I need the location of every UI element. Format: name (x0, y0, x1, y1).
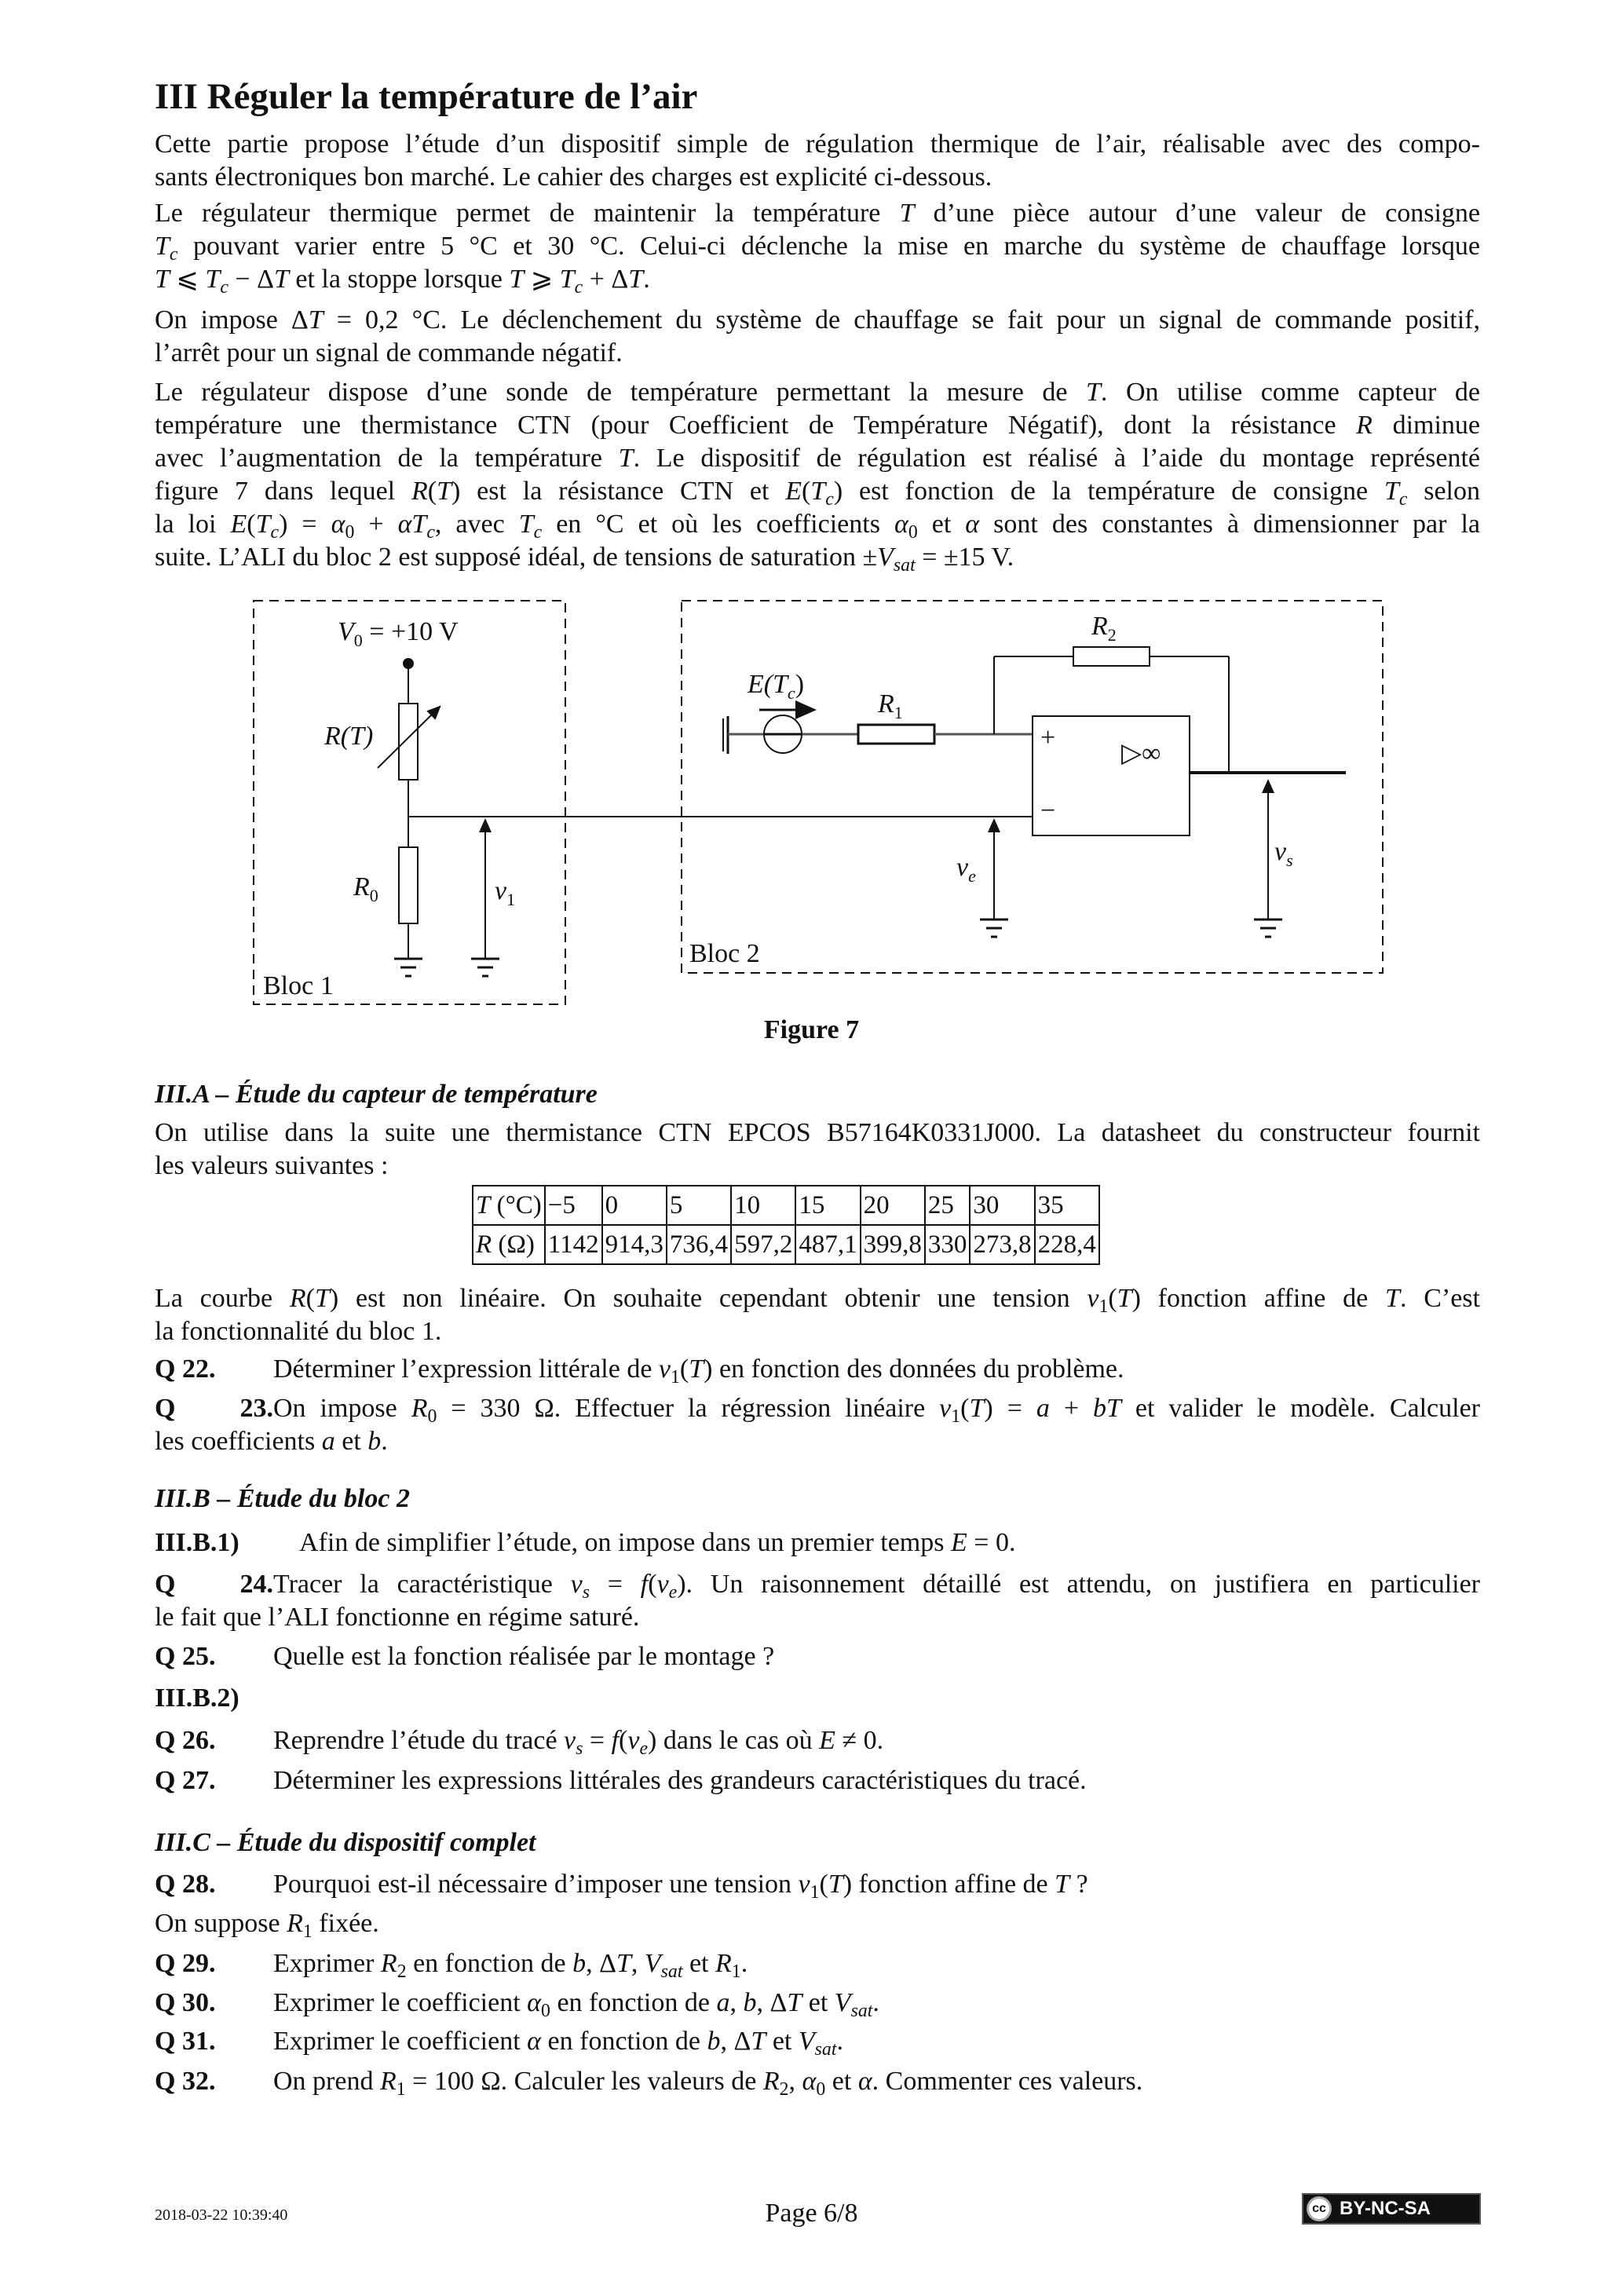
subsection-label: III.B.2) (155, 1684, 239, 1713)
text-line: avec l’augmentation de la température T. Le dispositif de régulation est réalisé à l’aide du montage représenté (155, 444, 1480, 473)
question-label: Q 22. (155, 1355, 216, 1384)
question-text: Exprimer le coefficient α en fonction de b, ΔT et $V_{sat}$. (273, 2027, 843, 2060)
question-29 (155, 1947, 1480, 1983)
question-text: Exprimer le coefficient $\alpha_0$ en fonction de a, b, ΔT et $V_{sat}$. (273, 1988, 879, 2022)
rt-label: R(T) (324, 722, 374, 751)
r2-label: $R_2$ (1091, 612, 1117, 645)
question-24 (155, 1568, 1480, 1634)
thermistor-rt (399, 704, 418, 780)
r0-label: $R_0$ (353, 872, 378, 905)
bloc2-label: Bloc 2 (689, 939, 760, 968)
license-label: BY-NC-SA (1340, 2198, 1431, 2219)
subsection-text: Afin de simplifier l’étude, on impose dans un premier temps E = 0. (299, 1528, 1016, 1557)
question-label: Q 32. (155, 2067, 216, 2096)
question-label: Q 23. (155, 1394, 273, 1423)
question-text: Déterminer les expressions littérales des grandeurs caractéristiques du tracé. (273, 1766, 1087, 1795)
question-text: Pourquoi est-il nécessaire d’imposer une tension $v_1(T)$ fonction affine de T ? (273, 1870, 1088, 1903)
text-line (155, 1392, 1480, 1428)
op-amp-symbol: ▷∞ (1121, 739, 1161, 768)
question-label: Q 30. (155, 1988, 216, 2017)
table-cell: 35 (1035, 1186, 1099, 1225)
question-label: Q 29. (155, 1949, 216, 1978)
question-text: On impose $R_0 = 330$ Ω. Effectuer la régression linéaire $v_1(T) = a$ + bT et valider le modèle. Calculer (273, 1394, 1480, 1428)
plus-input-label: + (1040, 723, 1056, 752)
text-line: figure 7 dans lequel R(T) est la résistance CTN et $E(T_c)$ est fonction de la température de consigne $T_c$ selon (155, 477, 1481, 510)
subsection-b2 (155, 1682, 1480, 1715)
table-cell: 330 (925, 1225, 971, 1264)
r1-label: $R_1$ (878, 689, 903, 722)
ground-icon (1254, 919, 1282, 937)
text-line: l’arrêt pour un signal de commande négatif. (155, 338, 623, 367)
section-heading: III Réguler la température de l’air (155, 76, 698, 117)
table-cell: 5 (667, 1186, 731, 1225)
question-label: Q 31. (155, 2027, 216, 2056)
table-cell: 10 (731, 1186, 795, 1225)
question-27 (155, 1764, 1480, 1797)
figure-caption: Figure 7 (763, 1015, 860, 1044)
question-label: Q 24. (155, 1570, 273, 1599)
table-cell: 914,3 (602, 1225, 667, 1264)
question-text: Déterminer l’expression littérale de $v_1(T)$ en fonction des données du problème. (273, 1355, 1124, 1388)
ve-label: $v_e$ (956, 853, 976, 886)
section-a-paragraph (155, 1117, 1480, 1183)
question-text: Exprimer $R_2$ en fonction de b, ΔT, $V_{sat}$ et $R_1$. (273, 1949, 748, 1983)
op-amp (1033, 716, 1190, 835)
question-label: Q 25. (155, 1642, 216, 1671)
question-22 (155, 1353, 1480, 1386)
text-line: $T_c$ pouvant varier entre 5 °C et 30 °C. Celui-ci déclenche la mise en marche du système de chauffage lorsque (155, 232, 1480, 265)
license-badge[interactable] (1302, 2193, 1481, 2225)
table-row-resistance (473, 1225, 1099, 1264)
bloc1-label: Bloc 1 (263, 971, 334, 1000)
text-line: suite. L’ALI du bloc 2 est supposé idéal, de tensions de saturation $\pm V_{sat} = \pm 15$ V. (155, 543, 1014, 576)
creative-commons-icon: cc (1307, 2196, 1332, 2221)
ground-icon (394, 959, 422, 976)
text-line (155, 1568, 1480, 1601)
table-cell: 736,4 (667, 1225, 731, 1264)
ground-icon (723, 716, 728, 754)
question-26 (155, 1724, 1480, 1760)
footer-timestamp: 2018-03-22 10:39:40 (155, 2206, 288, 2224)
question-text: Quelle est la fonction réalisée par le montage ? (273, 1642, 775, 1671)
thermistor-table (472, 1185, 1100, 1265)
e-label: $E(T_c)$ (748, 670, 805, 703)
text-line: La courbe R(T) est non linéaire. On souhaite cependant obtenir une tension $v_1(T)$ fonction affine de T. C’est (155, 1284, 1480, 1318)
table-cell: 273,8 (970, 1225, 1034, 1264)
table-cell: 228,4 (1035, 1225, 1099, 1264)
question-25 (155, 1640, 1480, 1673)
table-row-temperature (473, 1186, 1099, 1225)
question-text: Reprendre l’étude du tracé $v_s = f(v_e)$ dans le cas où E ≠ 0. (273, 1726, 884, 1760)
question-text: Tracer la caractéristique $v_s = f(v_e)$. Un raisonnement détaillé est attendu, on justifiera en particulier (273, 1570, 1480, 1603)
text-line: On utilise dans la suite une thermistance CTN EPCOS B57164K0331J000. La datasheet du constructeur fournit (155, 1118, 1480, 1147)
question-31 (155, 2025, 1480, 2058)
text-line: la loi $E(T_c) = \alpha_0 + \alpha T_c$, avec $T_c$ en °C et où les coefficients $\alpha_0$ et α sont des constantes à dimensionner par la (155, 510, 1481, 543)
subsection-b1 (155, 1526, 1480, 1559)
question-28 (155, 1868, 1480, 1901)
section-a-title: III.A – Étude du capteur de température (155, 1080, 598, 1109)
question-label: Q 26. (155, 1726, 216, 1755)
question-30 (155, 1987, 1480, 2020)
table-cell: 487,1 (795, 1225, 860, 1264)
resistor-r2 (1073, 647, 1150, 666)
question-text: On prend $R_1 = 100$ Ω. Calculer les valeurs de $R_2$, $\alpha_0$ et α. Commenter ces valeurs. (273, 2067, 1143, 2100)
minus-input-label: − (1040, 796, 1056, 825)
table-cell: 25 (925, 1186, 971, 1225)
page-number: Page 6/8 (765, 2199, 858, 2228)
resistor-r1 (858, 725, 934, 744)
section-b-title: III.B – Étude du bloc 2 (155, 1484, 410, 1513)
table-cell: 15 (795, 1186, 860, 1225)
table-cell: 30 (970, 1186, 1034, 1225)
text-line: On impose ΔT = 0,2 °C. Le déclenchement du système de chauffage se fait pour un signal de commande positif, (155, 305, 1480, 335)
question-label: Q 27. (155, 1766, 216, 1795)
text-line: Le régulateur thermique permet de maintenir la température T d’une pièce autour d’une valeur de consigne (155, 199, 1480, 228)
table-cell: 20 (861, 1186, 925, 1225)
subsection-label: III.B.1) (155, 1528, 239, 1557)
text-line: température une thermistance CTN (pour Coefficient de Température Négatif), dont la résistance R diminue (155, 411, 1481, 440)
text-line: la fonctionnalité du bloc 1. (155, 1317, 442, 1346)
section-a-paragraph-2 (155, 1282, 1480, 1348)
table-cell: −5 (545, 1186, 602, 1225)
text-line: Le régulateur dispose d’une sonde de température permettant la mesure de T. On utilise comme capteur de (155, 378, 1480, 407)
ground-icon (471, 959, 499, 976)
text-line: T ⩽ $T_c - \Delta T$ et la stoppe lorsque T ⩾ $T_c + \Delta T$. (155, 265, 650, 298)
question-23 (155, 1392, 1480, 1458)
question-32 (155, 2065, 1480, 2098)
circuit-diagram (0, 0, 1623, 1021)
table-cell: 1142 (545, 1225, 602, 1264)
v1-label: $v_1$ (495, 876, 516, 909)
assumption-note: On suppose $R_1$ fixée. (155, 1909, 379, 1943)
v0-label: $V_0 = +10$ V (338, 617, 459, 650)
question-label: Q 28. (155, 1870, 216, 1899)
text-line: Cette partie propose l’étude d’un dispositif simple de régulation thermique de l’air, réalisable avec des compo- (155, 130, 1480, 159)
text-line: les coefficients a et b. (155, 1427, 388, 1456)
table-cell: 399,8 (861, 1225, 925, 1264)
text-line: le fait que l’ALI fonctionne en régime saturé. (155, 1603, 640, 1632)
text-line: les valeurs suivantes : (155, 1151, 389, 1180)
resistor-r0 (399, 847, 418, 923)
table-cell: 0 (602, 1186, 667, 1225)
row-header: T (°C) (473, 1186, 545, 1225)
section-c-title: III.C – Étude du dispositif complet (155, 1828, 536, 1857)
text-line: sants électroniques bon marché. Le cahier des charges est explicité ci-dessous. (155, 163, 992, 192)
vs-label: $v_s$ (1274, 837, 1293, 870)
row-header: R (Ω) (473, 1225, 545, 1264)
ground-icon (980, 919, 1008, 937)
table-cell: 597,2 (731, 1225, 795, 1264)
